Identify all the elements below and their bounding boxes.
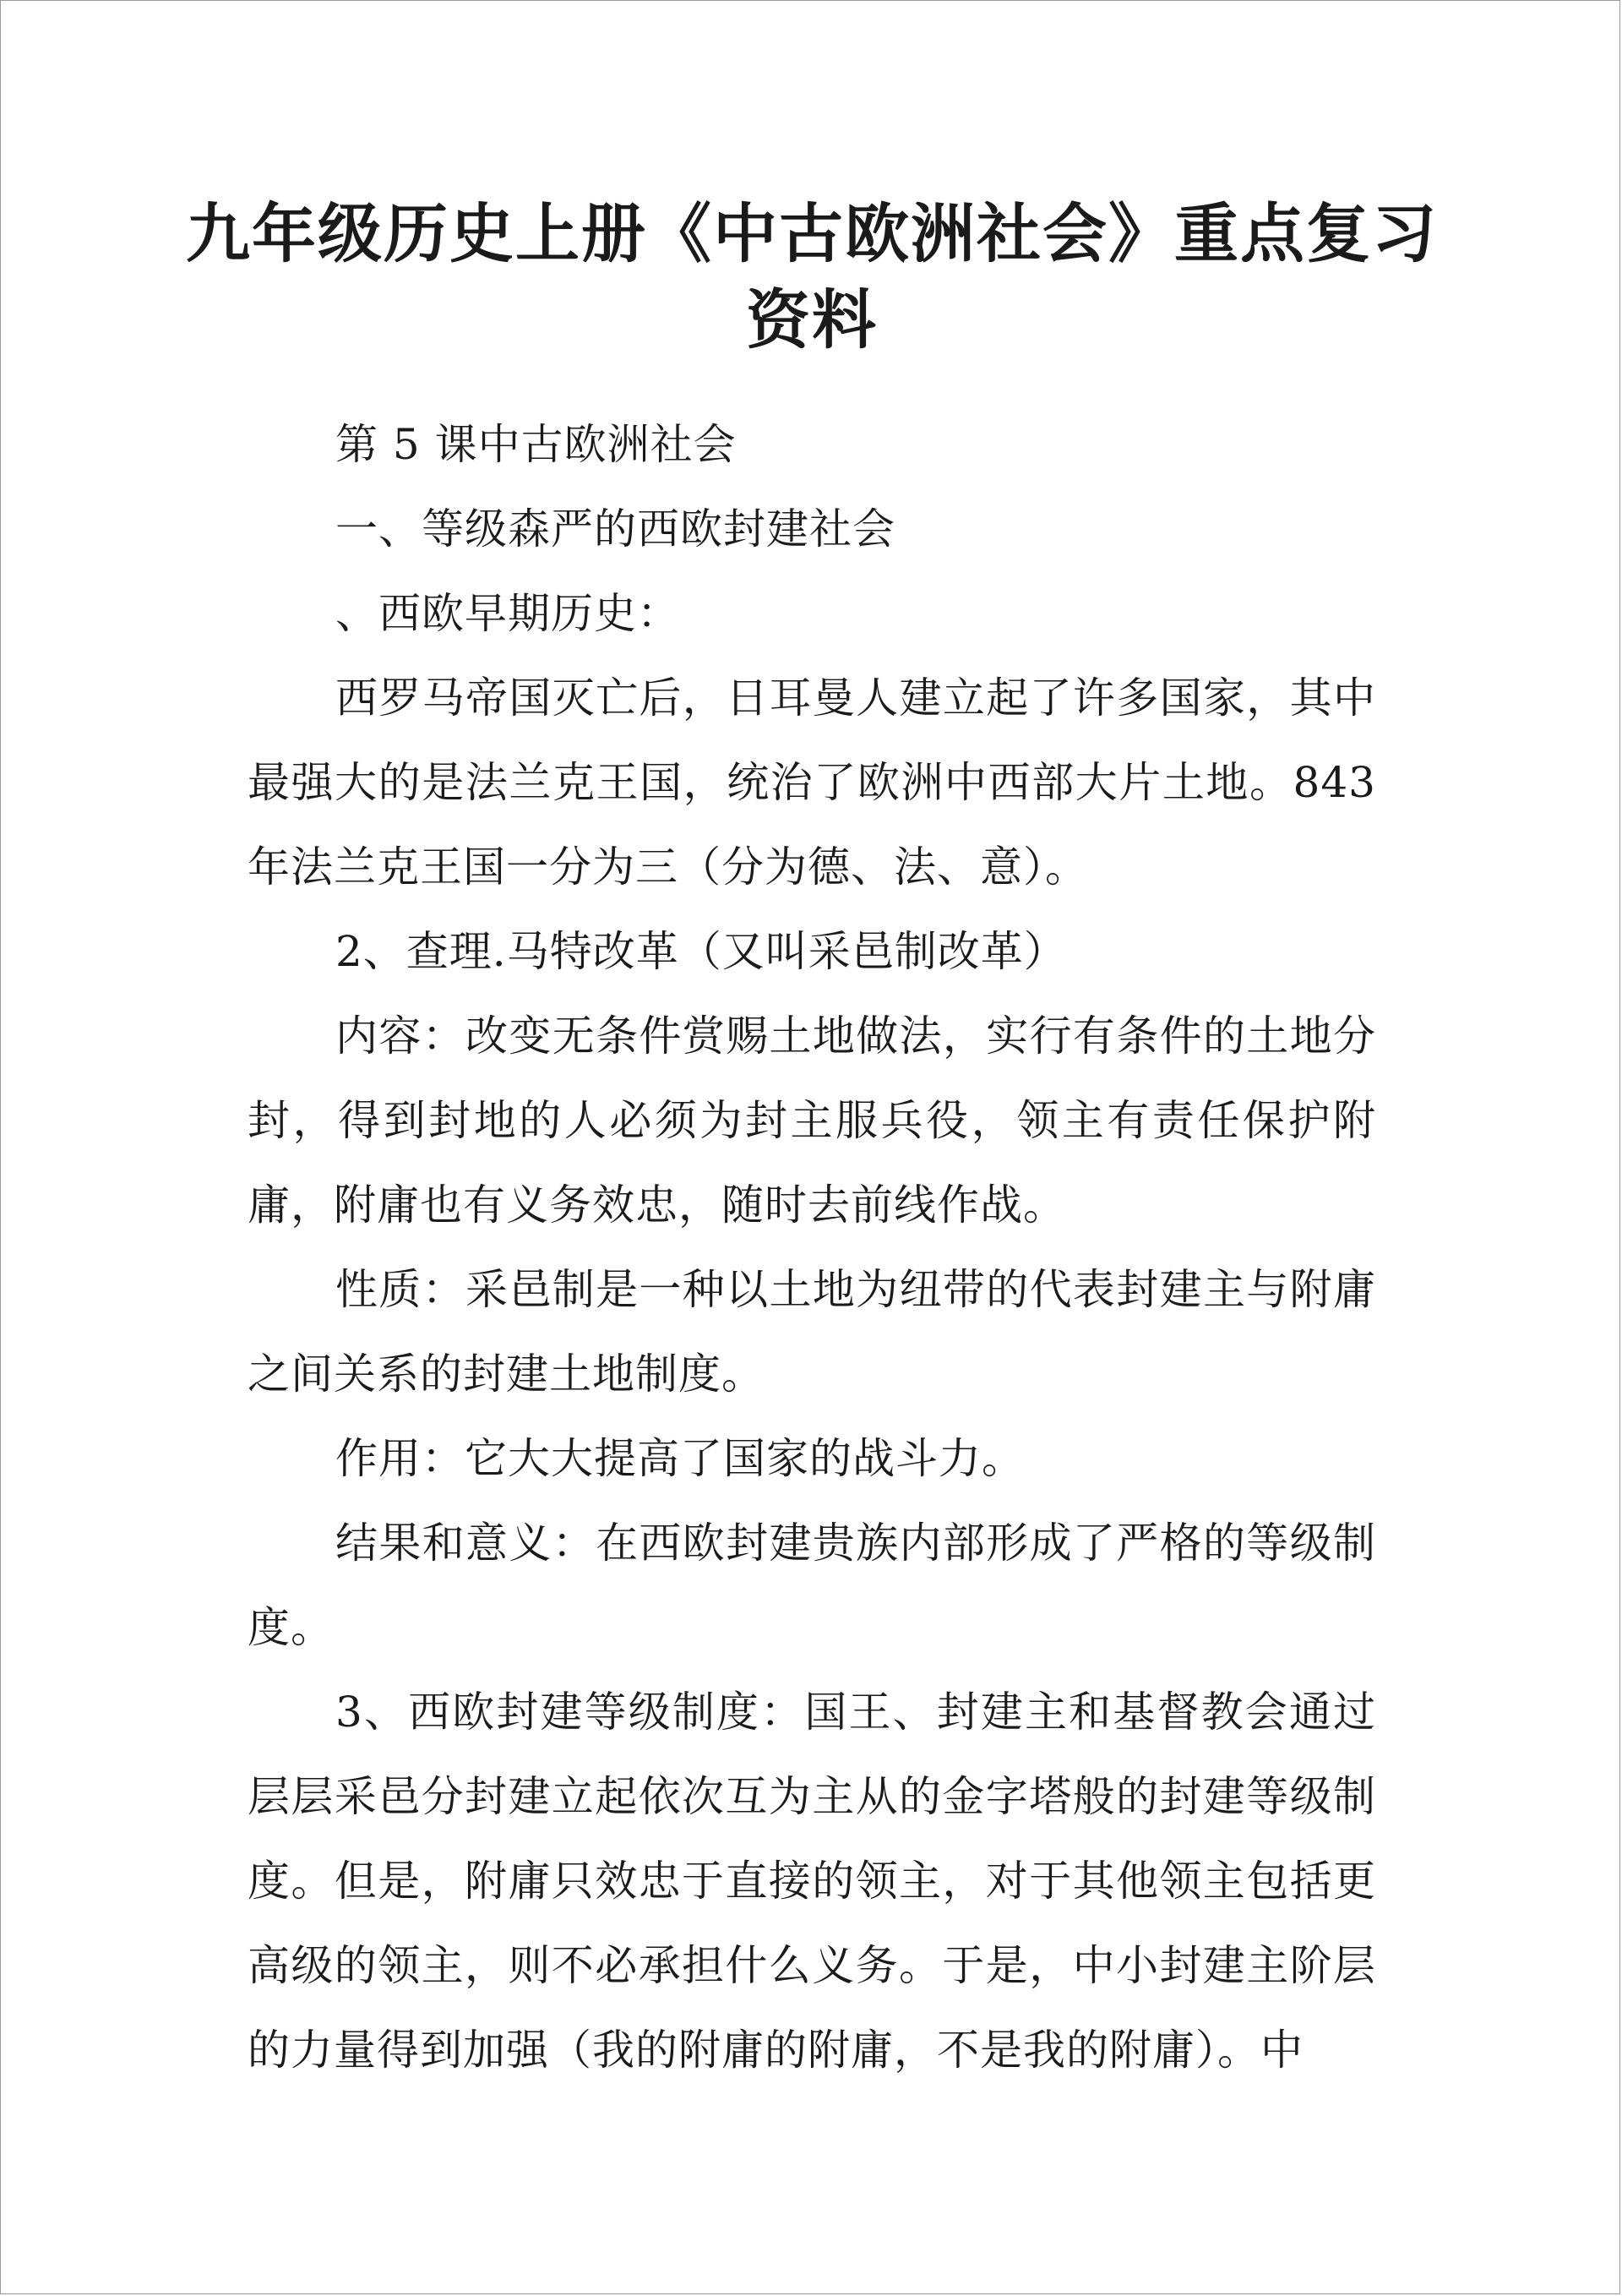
section-heading: 一、等级森严的西欧封建社会 <box>335 504 895 554</box>
subsection-heading: 、西欧早期历史： <box>335 589 680 638</box>
paragraph-reform-effect: 作用：它大大提高了国家的战斗力。 <box>335 1434 1025 1483</box>
lesson-heading: 第 5 课中古欧洲社会 <box>335 420 737 469</box>
paragraph-reform-content: 内容：改变无条件赏赐土地做法，实行有条件的土地分封，得到封地的人必须为封主服兵役，领主有责任保护附庸，附庸也有义务效忠，随时去前线作战。 <box>248 1012 1376 1230</box>
document-title: 九年级历史上册《中古欧洲社会》重点复习资料 <box>186 196 1438 357</box>
paragraph-reform-result: 结果和意义：在西欧封建贵族内部形成了严格的等级制度。 <box>248 1519 1376 1652</box>
document-body <box>248 402 1376 2092</box>
paragraph-early-history: 西罗马帝国灭亡后，日耳曼人建立起了许多国家，其中最强大的是法兰克王国，统治了欧洲中西部大片土地。843 年法兰克王国一分为三（分为德、法、意）。 <box>248 674 1376 892</box>
paragraph-feudal-hierarchy: 3、西欧封建等级制度：国王、封建主和基督教会通过层层采邑分封建立起依次互为主从的金字塔般的封建等级制度。但是，附庸只效忠于直接的领主，对于其他领主包括更高级的领主，则不必承担什么义务。于是，中小封建主阶层的力量得到加强（我的附庸的附庸，不是我的附庸）。中 <box>248 1688 1376 2075</box>
paragraph-reform-nature: 性质：采邑制是一种以土地为纽带的代表封建主与附庸之间关系的封建土地制度。 <box>248 1265 1376 1399</box>
subsection-heading-reform: 2、查理.马特改革（又叫采邑制改革） <box>335 927 1067 976</box>
